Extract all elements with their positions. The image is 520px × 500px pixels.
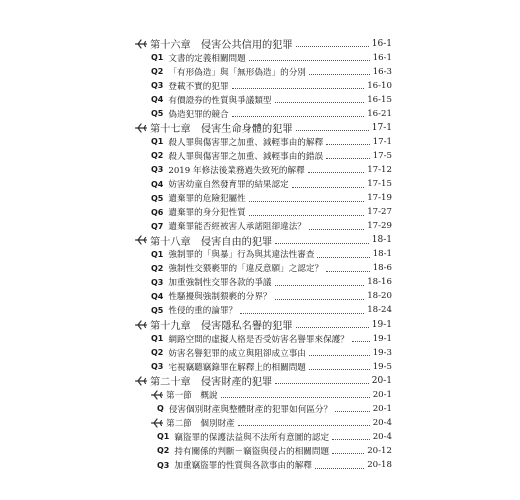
leader-dots [309, 354, 370, 356]
leader-dots [275, 298, 365, 300]
toc-entry-title: 竊盜罪的保護法益與不法所有意圖的認定 [174, 432, 330, 443]
toc-entry-title: 強制罪的「與暴」行為與其違法性審查 [168, 250, 315, 261]
toc-entry-title: 遺棄罪的身分犯性質 [168, 208, 246, 219]
leader-dots [292, 186, 365, 188]
page-number: 20-1 [371, 375, 392, 386]
leader-dots [249, 214, 364, 216]
leader-dots [275, 101, 365, 103]
leader-dots [332, 452, 364, 454]
question-number: Q1 [151, 334, 164, 344]
page-number: 20-1 [372, 389, 392, 400]
plane-icon [135, 235, 147, 245]
question-number: Q2 [151, 67, 164, 77]
toc-entry-title: 加重強制性交罪各款的爭議 [168, 278, 272, 289]
toc-entry-title: 第一節 概說 [166, 390, 218, 401]
leader-dots [326, 143, 370, 145]
question-number: Q5 [151, 109, 164, 119]
leader-dots [326, 270, 370, 272]
page-number: 16-15 [367, 94, 392, 105]
page-number: 18-20 [367, 291, 392, 302]
question-number: Q2 [157, 446, 170, 456]
leader-dots [335, 410, 370, 412]
leader-dots [309, 228, 364, 230]
plane-icon [135, 320, 147, 330]
leader-dots [275, 382, 369, 384]
toc-entry-title: 偽造犯罪的競合 [168, 109, 229, 120]
leader-dots [296, 129, 369, 131]
leader-dots [275, 284, 365, 286]
page-number: 17-15 [367, 179, 392, 189]
toc-entry-title: 遺棄罪的危險犯屬性 [168, 194, 246, 205]
plane-icon [135, 123, 147, 133]
page-number: 20-1 [372, 403, 392, 414]
question-number: Q4 [151, 291, 164, 301]
page-number: 20-4 [372, 417, 392, 428]
question-number: Q7 [151, 221, 164, 231]
leader-dots [221, 396, 370, 398]
toc-entry-title: 2019 年修法後業務過失致死的解釋 [168, 165, 305, 176]
question-number: Q3 [157, 460, 170, 470]
page-number: 16-3 [372, 66, 392, 77]
page-number: 19-1 [372, 333, 392, 344]
toc-entry-title: 登載不實的犯罪 [168, 81, 229, 92]
toc-entry-title: 持有關係的判斷－竊盜與侵占的相關問題 [174, 446, 330, 457]
question-number: Q3 [151, 362, 164, 372]
page-number: 18-6 [372, 263, 392, 274]
page-number: 17-1 [372, 136, 392, 147]
leader-dots [309, 368, 370, 370]
page-number: 17-5 [372, 150, 392, 161]
leader-dots [240, 312, 364, 314]
page-number: 18-16 [367, 277, 392, 288]
leader-dots [232, 115, 365, 117]
toc-entry-title: 第二十章 侵害財產的犯罪 [150, 377, 273, 389]
question-number: Q2 [151, 263, 164, 273]
toc-entry-title: 強制性交猥褻罪的「違反意願」之認定？ [168, 264, 324, 275]
page-number: 16-1 [372, 52, 392, 63]
page-number: 20-4 [372, 431, 392, 442]
question-number: Q3 [151, 81, 164, 91]
question-number: Q4 [151, 95, 164, 105]
page-number: 16-1 [371, 38, 392, 49]
page-number: 17-12 [367, 164, 392, 175]
page-number: 19-3 [372, 347, 392, 358]
question-number: Q [157, 404, 164, 414]
question-number: Q3 [151, 277, 164, 287]
question-number: Q1 [151, 53, 164, 63]
toc-entry-title: 侵害個別財產與整體財產的犯罪如何區分？ [168, 404, 333, 415]
page-number: 18-1 [371, 235, 392, 246]
toc-entry-title: 第十九章 侵害隱私名譽的犯罪 [150, 321, 293, 332]
page-number: 17-27 [367, 207, 392, 218]
leader-dots [249, 59, 370, 61]
question-number: Q1 [151, 249, 164, 259]
question-number: Q6 [151, 207, 164, 217]
page-number: 20-12 [367, 445, 392, 456]
leader-dots [238, 424, 370, 426]
leader-dots [249, 200, 364, 202]
leader-dots [326, 157, 370, 159]
toc-entry-title: 第十八章 侵害自由的犯罪 [150, 236, 273, 248]
page-number: 19-1 [371, 319, 392, 330]
leader-dots [309, 73, 370, 75]
page-number: 18-1 [372, 249, 392, 260]
question-number: Q1 [151, 137, 164, 147]
toc-entry-title: 第十七章 侵害生命身體的犯罪 [150, 124, 293, 136]
toc-entry-title: 殺人罪與傷害罪之加重、減輕事由的解釋 [168, 137, 324, 148]
leader-dots [352, 340, 370, 342]
toc-entry-title: 第十六章 侵害公共信用的犯罪 [150, 40, 293, 51]
page-number: 16-10 [367, 80, 392, 91]
question-number: Q3 [151, 165, 164, 175]
leader-dots [275, 242, 369, 244]
page-number: 17-29 [367, 221, 392, 232]
toc-entry-title: 遺棄罪能否經被害人承諾阻卻違法？ [168, 222, 306, 233]
page-number: 17-19 [367, 193, 392, 204]
plane-icon [151, 390, 163, 400]
toc-entry-title: 性騷擾與強制猥褻的分界？ [168, 292, 272, 303]
toc-entry-title: 第二節 個別財產 [166, 418, 235, 429]
page-number: 19-5 [372, 361, 392, 372]
toc-entry-title: 殺人罪與傷害罪之加重、減輕事由的錯誤 [168, 151, 324, 162]
toc-entry-title: 妨害名譽犯罪的成立與阻卻成立事由 [168, 348, 306, 359]
plane-icon [151, 418, 163, 428]
toc-entry-title: 妨害幼童自然發育罪的結果認定 [168, 180, 289, 190]
question-number: Q2 [151, 151, 164, 161]
page-number: 18-24 [367, 305, 392, 316]
toc-entry-title: 宅視竊聽竊錄罪在解釋上的相關問題 [168, 362, 306, 373]
page-number: 17-1 [371, 122, 392, 133]
leader-dots [332, 438, 370, 440]
toc-entry-title: 文書的定義相關問題 [168, 53, 246, 64]
leader-dots [232, 87, 365, 89]
leader-dots [296, 326, 369, 328]
toc-question-row [0, 457, 520, 474]
question-number: Q2 [151, 348, 164, 358]
leader-dots [296, 45, 369, 47]
page-number: 20-18 [367, 460, 392, 470]
question-number: Q5 [151, 305, 164, 315]
page-number: 16-21 [367, 108, 392, 119]
toc-entry-title: 有價證券的性質與爭議類型 [168, 95, 272, 106]
leader-dots [308, 171, 365, 173]
toc-entry-title: 網路空間的虛擬人格是否受妨害名譽罪來保護？ [168, 334, 349, 345]
leader-dots [317, 256, 369, 258]
plane-icon [135, 376, 147, 386]
toc-entry-title: 性侵的重的論罪？ [168, 306, 238, 317]
question-number: Q4 [151, 179, 164, 189]
question-number: Q5 [151, 193, 164, 203]
question-number: Q1 [157, 432, 170, 442]
plane-icon [135, 39, 147, 49]
toc-entry-title: 加重竊盜罪的性質與各款事由的解釋 [174, 461, 312, 471]
toc-entry-title: 「有形偽造」與「無形偽造」的分別 [168, 67, 306, 78]
leader-dots [315, 467, 364, 469]
